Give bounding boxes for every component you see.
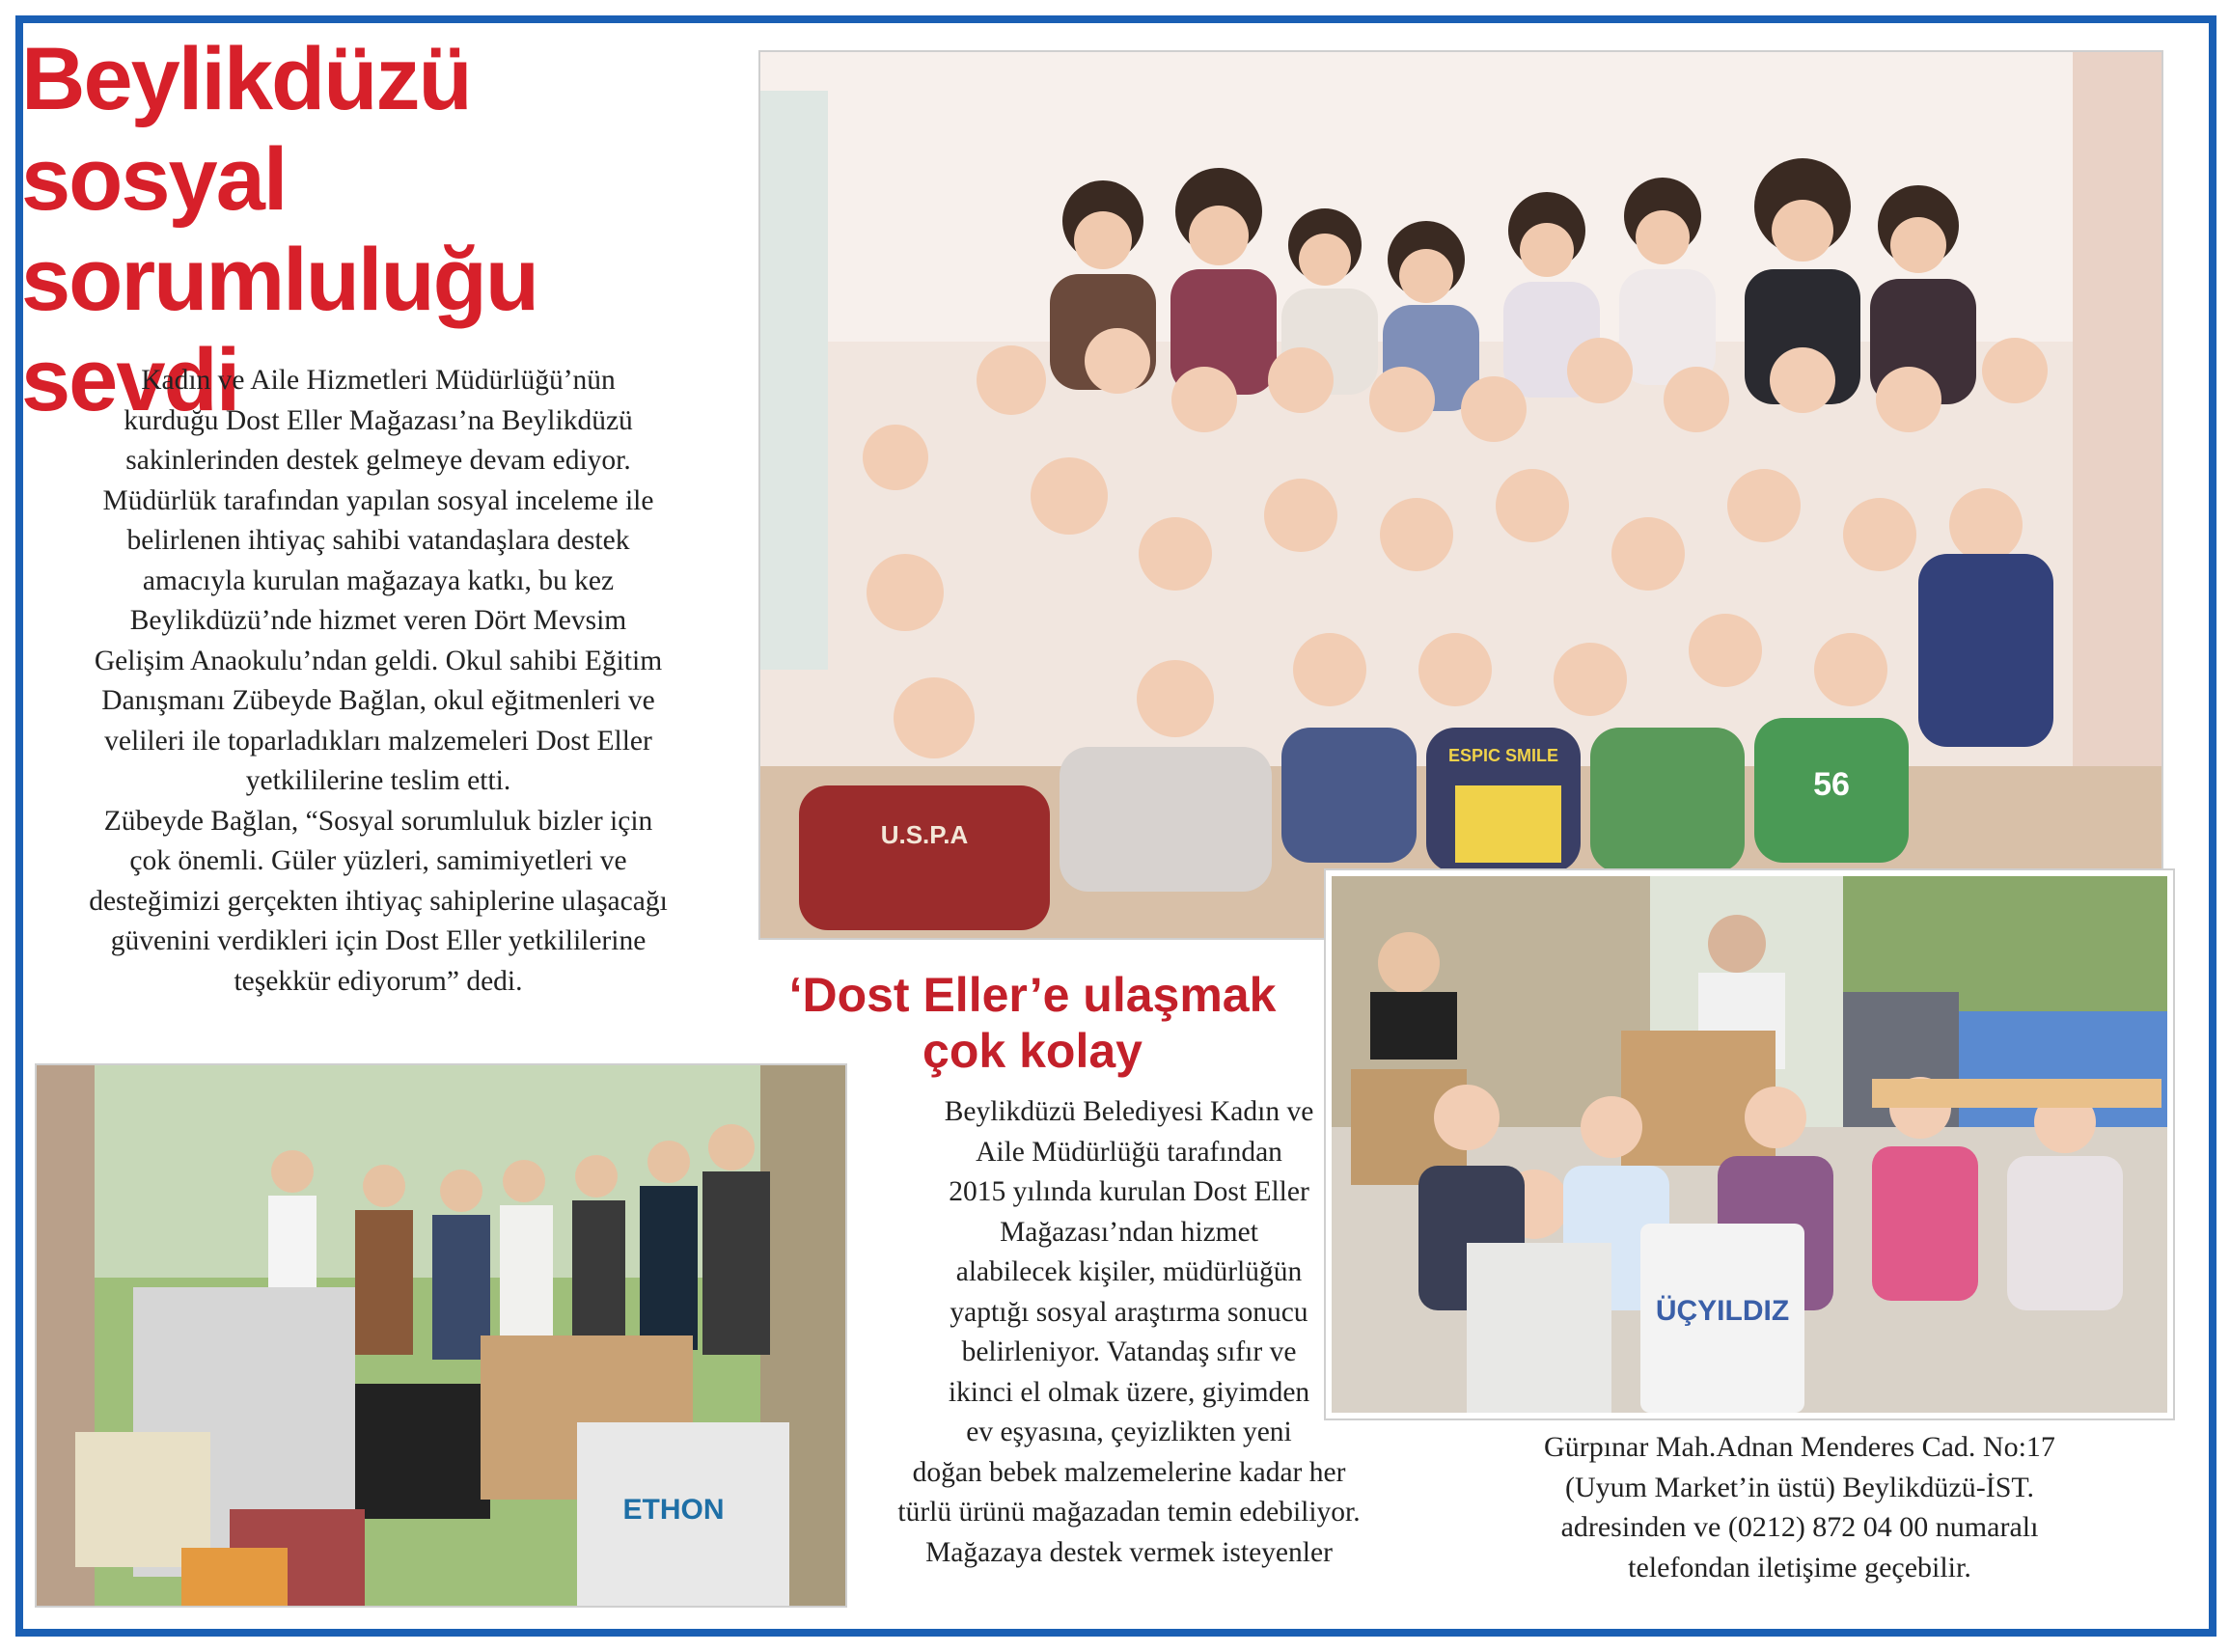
group-photo-children-teachers — [758, 50, 2163, 940]
photo-children-with-donations — [1326, 870, 2173, 1418]
address-paragraph — [1447, 1427, 2152, 1587]
lead-line: Kadın ve Aile Hizmetleri Müdürlüğü’nün — [141, 365, 616, 396]
photo-adults-with-donations — [35, 1063, 847, 1608]
second-line: Mağazaya destek vermek isteyenler — [925, 1536, 1333, 1568]
address-line: adresinden ve (0212) 872 04 00 numaralı — [1560, 1511, 2039, 1543]
shirt-text-56: 56 — [1813, 766, 1850, 803]
lead-line: Beylikdüzü’nde hizmet veren Dört Mevsim — [129, 605, 627, 636]
lead-line: sakinlerinden destek gelmeye devam ediyor. — [125, 445, 631, 476]
bag-text: ÜÇYILDIZ — [1655, 1295, 1790, 1327]
address-line: (Uyum Market’in üstü) Beylikdüzü-İST. — [1564, 1471, 2035, 1503]
lead-line: belirlenen ihtiyaç sahibi vatandaşlara destek — [126, 525, 630, 556]
lead-line: teşekkür ediyorum” dedi. — [234, 965, 523, 997]
address-line: Gürpınar Mah.Adnan Menderes Cad. No:17 — [1544, 1431, 2055, 1463]
lead-line: yetkililerine teslim etti. — [245, 765, 511, 796]
lead-line: amacıyla kurulan mağazaya katkı, bu kez — [142, 564, 615, 596]
lead-line: güvenini verdikleri için Dost Eller yetkililerine — [110, 925, 647, 956]
subheading — [772, 967, 1293, 1079]
sack-text: ETHON — [622, 1494, 725, 1526]
lead-line: Danışmanı Zübeyde Bağlan, okul eğitmenleri ve — [101, 685, 655, 716]
second-line: Aile Müdürlüğü tarafından — [976, 1136, 1282, 1168]
lead-line: desteğimizi gerçekten ihtiyaç sahiplerine ulaşacağı — [89, 885, 668, 917]
lead-paragraph — [50, 361, 706, 1002]
second-line: ev eşyasına, çeyizlikten yeni — [966, 1417, 1292, 1447]
second-line: Beylikdüzü Belediyesi Kadın ve — [944, 1096, 1314, 1127]
headline-line: Beylikdüzü sosyal — [21, 30, 471, 229]
second-line: ikinci el olmak üzere, giyimden — [948, 1376, 1310, 1408]
second-line: belirleniyor. Vatandaş sıfır ve — [961, 1336, 1297, 1367]
shirt-text-espic: ESPIC SMILE — [1447, 746, 1559, 765]
second-line: doğan bebek malzemelerine kadar her — [912, 1456, 1346, 1488]
lead-line: Müdürlük tarafından yapılan sosyal inceleme ile — [102, 484, 654, 516]
lead-line: kurduğu Dost Eller Mağazası’na Beylikdüzü — [124, 404, 633, 436]
lead-line: Gelişim Anaokulu’ndan geldi. Okul sahibi Eğitim — [94, 645, 663, 676]
address-line: telefondan iletişime geçebilir. — [1628, 1551, 1971, 1583]
second-line: Mağazası’ndan hizmet — [1000, 1216, 1258, 1248]
second-line: 2015 yılında kurulan Dost Eller — [949, 1176, 1309, 1207]
lead-line: çok önemli. Güler yüzleri, samimiyetleri ve — [129, 845, 627, 876]
headline-line: sorumluluğu sevdi — [21, 231, 538, 429]
second-line: alabilecek kişiler, müdürlüğün — [955, 1256, 1303, 1287]
lead-line: velileri ile toparladıkları malzemeleri Dost Eller — [104, 725, 652, 757]
shirt-text-uspa: U.S.P.A — [880, 820, 969, 849]
second-paragraph — [849, 1092, 1409, 1573]
second-line: türlü ürünü mağazadan temin edebiliyor. — [897, 1497, 1361, 1528]
second-line: yaptığı sosyal araştırma sonucu — [950, 1296, 1308, 1328]
subheading-line: ‘Dost Eller’e ulaşmak — [788, 968, 1277, 1022]
subheading-line: çok kolay — [922, 1024, 1143, 1078]
lead-line: Zübeyde Bağlan, “Sosyal sorumluluk bizler için — [103, 805, 653, 837]
